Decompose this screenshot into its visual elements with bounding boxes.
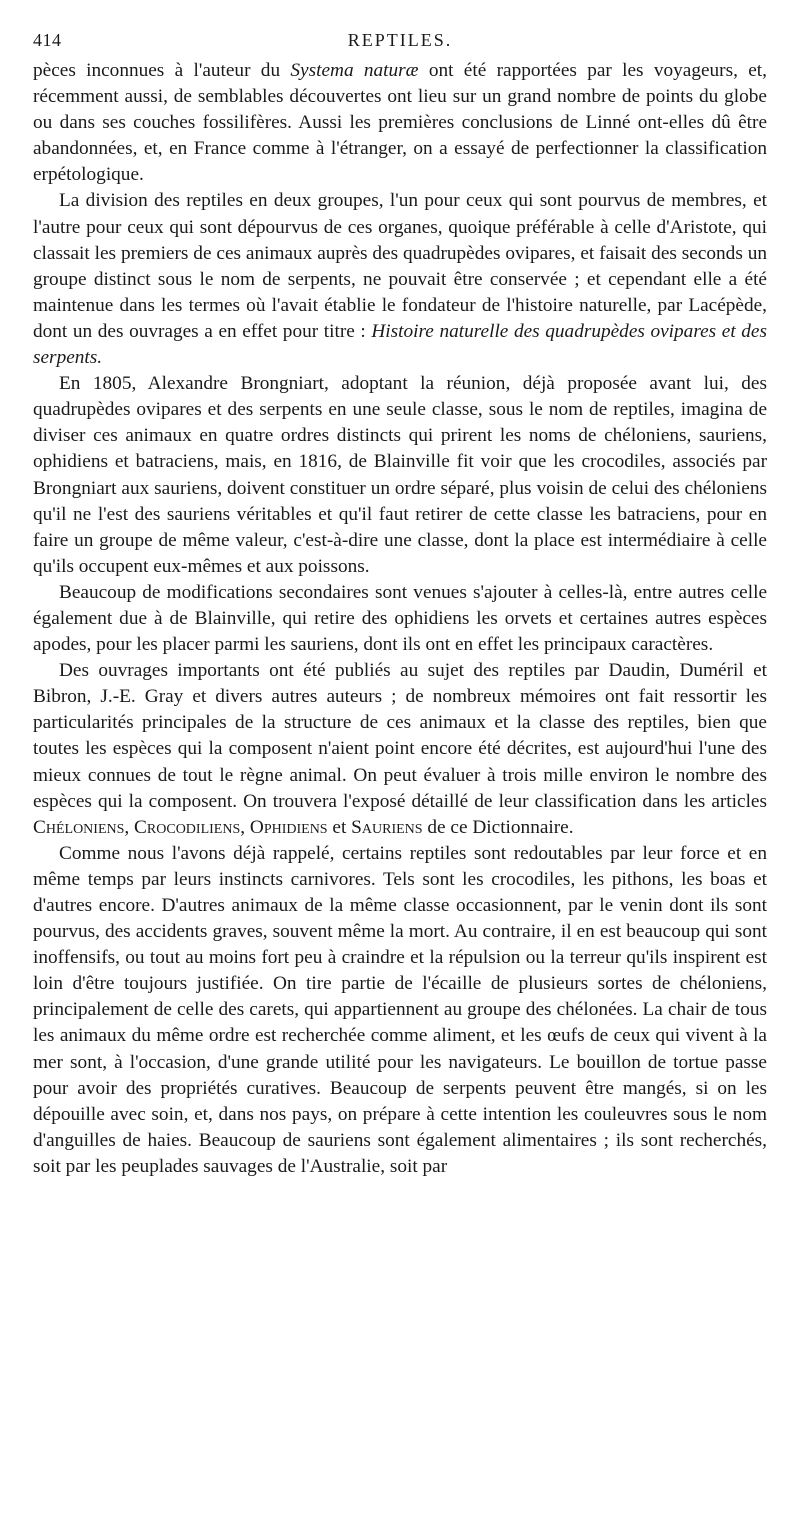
article-reference: Crocodiliens: [134, 816, 241, 838]
page-number: 414: [33, 30, 62, 50]
paragraph-usages: Comme nous l'avons déjà rappelé, certains reptiles sont redoutables par leur force et en même temps par leurs instincts carnivores. Tels sont les crocodiles, les pithons, les boas et d'autres encore. D'autres animaux de la même classe occasionnent, par le venin dont ils sont pourvus, des accidents graves, souvent même la mort. Au contraire, il en est beaucoup qui sont inoffensifs, ou tout au moins fort peu à craindre et la répulsion ou la terreur qu'ils inspirent est loin d'être toujours justifiée. On tire partie de l'écaille de plusieurs sortes de chéloniens, principalement de celle des carets, qui appartiennent au groupe des chélonées. La chair de tous les animaux du même ordre est recherchée comme aliment, et les œufs de ceux qui vivent à la mer sont, à l'occasion, d'une grande utilité pour les navigateurs. Le bouillon de tortue passe pour avoir des propriétés curatives. Beaucoup de serpents peuvent être mangés, si on les dépouille avec soin, et, dans nos pays, on prépare à cette intention les couleuvres sous le nom d'anguilles de haies. Beaucoup de sauriens sont également alimentaires ; ils sont recherchés, soit par les peuplades sauvages de l'Australie, soit par: [33, 842, 767, 1177]
paragraph-brongniart: En 1805, Alexandre Brongniart, adoptant la réunion, déjà proposée avant lui, des quadrupèdes ovipares et des serpents en une seule classe, sous le nom de reptiles, imagina de diviser ces animaux en quatre ordres distincts qui prirent les noms de chéloniens, sauriens, ophidiens et batraciens, mais, en 1816, de Blainville fit voir que les crocodiles, associés par Brongniart aux sauriens, doivent constituer un ordre séparé, plus voisin de celui des chéloniens qu'il ne l'est des sauriens véritables et qu'il faut retirer de cette classe les batraciens, pour en faire un groupe de même valeur, c'est-à-dire une classe, dont la place est intermédiaire à celle qu'ils occupent eux-mêmes et aux poissons.: [33, 373, 767, 577]
paragraph-ouvrages: Des ouvrages importants ont été publiés au sujet des reptiles par Daudin, Duméril et Bibron, J.-E. Gray et divers autres auteurs ; de nombreux mémoires ont fait ressortir les particularités principales de la structure de ces animaux et la classe des reptiles, bien que toutes les espèces qui la composent n'aient point encore été décrites, est aujourd'hui l'une des mieux connues de tout le règne animal. On peut évaluer à trois mille environ le nombre des espèces qui la composent. On trouvera l'exposé détaillé de leur classification dans les articles Chéloniens, Crocodiliens, Ophidiens et Sauriens de ce Dictionnaire.: [33, 660, 767, 838]
article-reference: Ophidiens: [249, 816, 328, 838]
paragraph-division: La division des reptiles en deux groupes, l'un pour ceux qui sont pourvus de membres, et l'autre pour ceux qui sont dépourvus de ces organes, quoique préférable à celle d'Aristote, qui classait les premiers de ces animaux auprès des quadrupèdes ovipares, et faisait des seconds un groupe distinct sous le nom de serpents, ne pouvait être conservée ; et cependant elle a été maintenue dans les termes où l'avait établie le fondateur de l'histoire naturelle, par Lacépède, dont un des ouvrages a en effet pour titre : Histoire naturelle des quadrupèdes ovipares et des serpents.: [33, 190, 767, 369]
paragraph-modifications: Beaucoup de modifications secondaires sont venues s'ajouter à celles-là, entre autres celle également due à de Blainville, qui retire des ophidiens les orvets et certaines autres espèces apodes, pour les placer parmi les sauriens, dont ils ont en effet les principaux caractères.: [33, 581, 767, 656]
article-reference: Sauriens: [351, 816, 423, 838]
italic-title: Histoire naturelle des quadrupèdes ovipares et des serpents.: [33, 320, 767, 369]
body-text: [33, 58, 767, 1180]
paragraph-continuation: pèces inconnues à l'auteur du Systema naturæ ont été rapportées par les voyageurs, et, récemment aussi, de semblables découvertes ont lieu sur un grand nombre de points du globe ou dans ses couches fossilifères. Aussi les premières conclusions de Linné ont-elles dû être abandonnées, et, en France comme à l'étranger, on a essayé de perfectionner la classification erpétologique.: [33, 60, 767, 186]
document-page: [33, 0, 767, 1180]
article-reference: Chéloniens: [33, 816, 125, 838]
page-header: [33, 0, 767, 58]
italic-title: Systema naturæ: [290, 60, 419, 81]
running-head: REPTILES.: [347, 30, 453, 50]
